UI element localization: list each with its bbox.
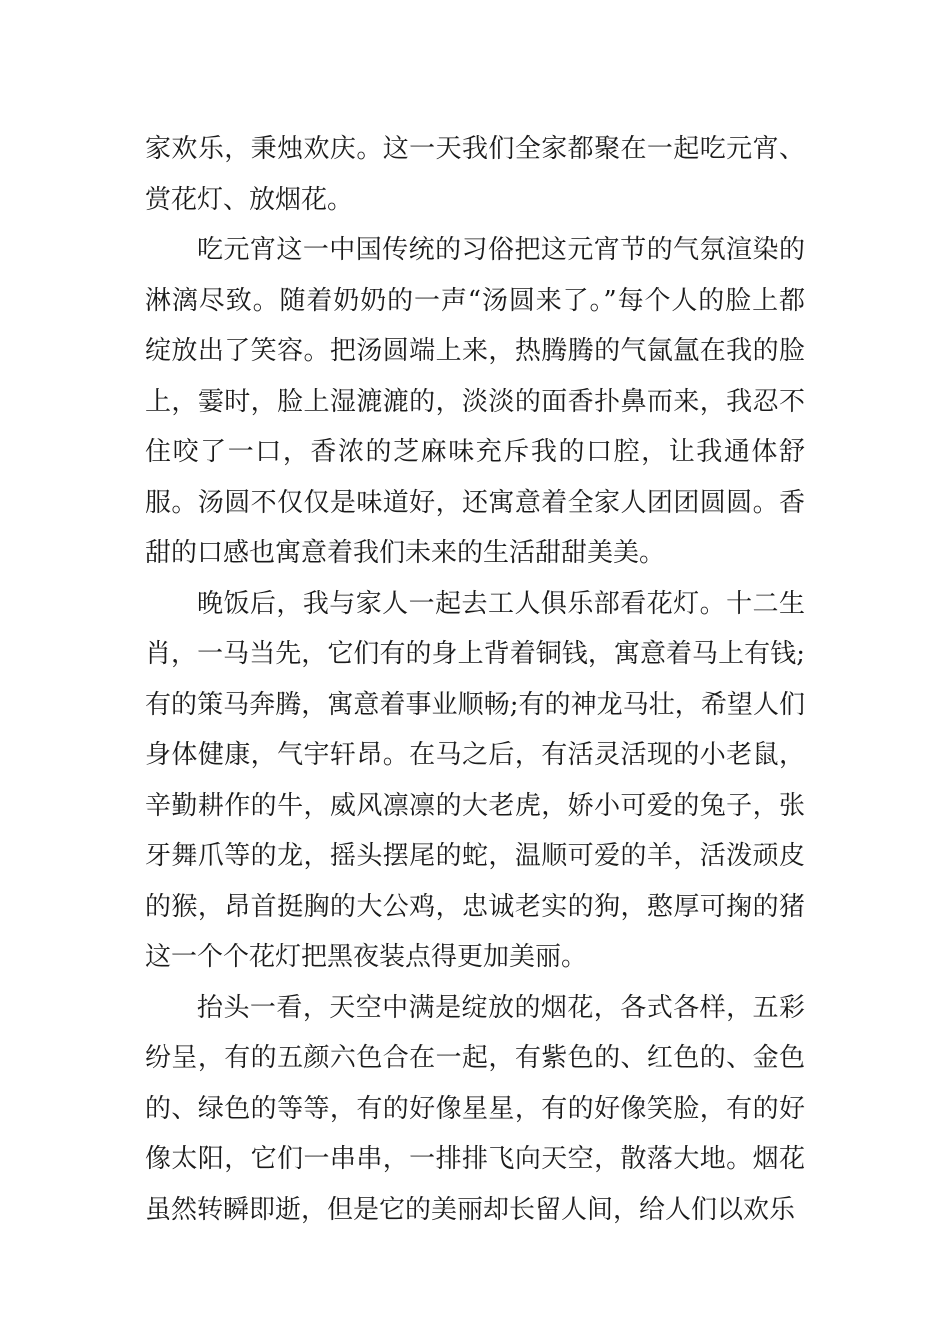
paragraph-continued: 家欢乐，秉烛欢庆。这一天我们全家都聚在一起吃元宵、赏花灯、放烟花。: [145, 134, 805, 215]
document-body: [145, 124, 805, 1235]
paragraph-fireworks: 抬头一看，天空中满是绽放的烟花，各式各样，五彩纷呈，有的五颜六色合在一起，有紫色的、红色的、金色的、绿色的等等，有的好像星星，有的好像笑脸，有的好像太阳，它们一串串，一排排飞向天空，散落大地。烟花虽然转瞬即逝，但是它的美丽却长留人间，给人们以欢乐: [145, 992, 805, 1225]
paragraph-eating-yuanxiao: 吃元宵这一中国传统的习俗把这元宵节的气氛渲染的淋漓尽致。随着奶奶的一声“汤圆来了。”每个人的脸上都绽放出了笑容。把汤圆端上来，热腾腾的气氤氲在我的脸上，霎时，脸上湿漉漉的，淡淡的面香扑鼻而来，我忍不住咬了一口，香浓的芝麻味充斥我的口腔，让我通体舒服。汤圆不仅仅是味道好，还寓意着全家人团团圆圆。香甜的口感也寓意着我们未来的生活甜甜美美。: [145, 235, 805, 568]
paragraph-lanterns: 晚饭后，我与家人一起去工人俱乐部看花灯。十二生肖，一马当先，它们有的身上背着铜钱，寓意着马上有钱;有的策马奔腾，寓意着事业顺畅;有的神龙马壮，希望人们身体健康，气宇轩昂。在马之后，有活灵活现的小老鼠，辛勤耕作的牛，威风凛凛的大老虎，娇小可爱的兔子，张牙舞爪等的龙，摇头摆尾的蛇，温顺可爱的羊，活泼顽皮的猴，昂首挺胸的大公鸡，忠诚老实的狗，憨厚可掬的猪这一个个花灯把黑夜装点得更加美丽。: [145, 588, 805, 972]
